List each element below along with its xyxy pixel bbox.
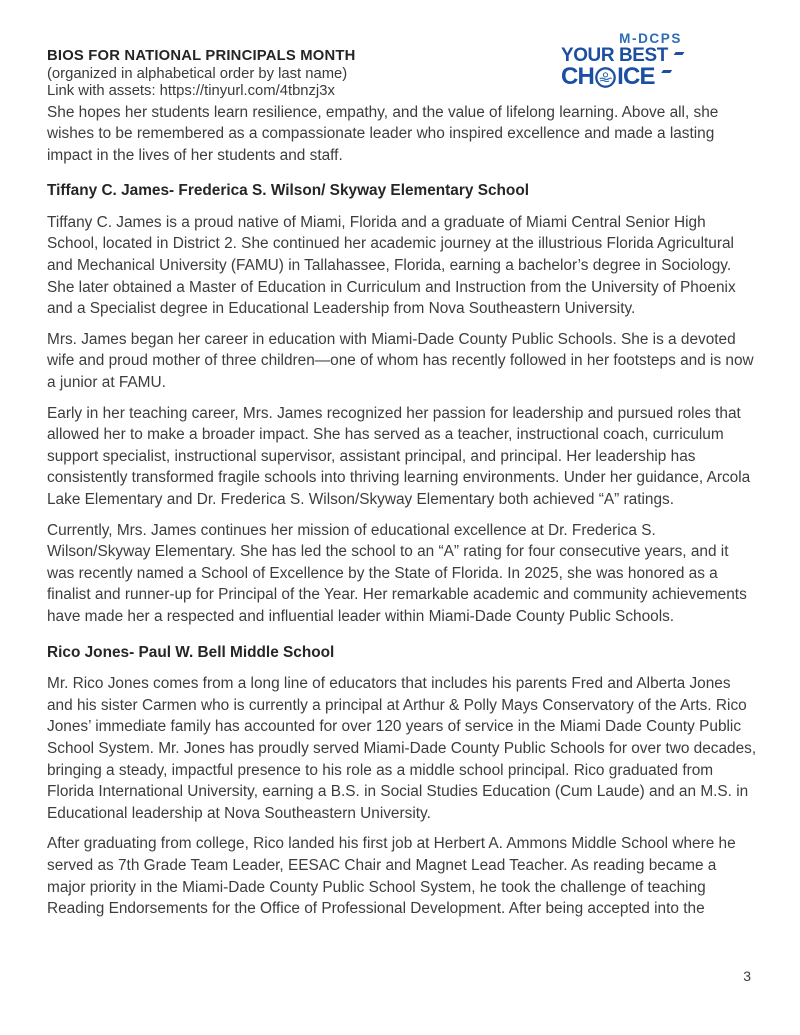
- paragraph-james-current: Currently, Mrs. James continues her mission of educational excellence at Dr. Frederica S. Wilson/Skyway Elementary. She has led the school to an “A” rating for four consecutive years, and it was recently named a School of Excellence by the State of Florida. In 2025, she was honored as a finalist and runner-up for Principal of the Year. Her remarkable academic and community achievements have made her a respected and influential leader within Miami-Dade County Public Schools.: [47, 521, 747, 625]
- paragraph-jones-career: After graduating from college, Rico landed his first job at Herbert A. Ammons Middle School where he served as 7th Grade Team Leader, EESAC Chair and Magnet Lead Teacher. As reading became a major priority in the Miami-Dade County Public School System, he took the challenge of teaching Reading Endorsements for the Office of Professional Development. After being accepted into the: [47, 835, 736, 918]
- logo-choice-text: CH ICE: [561, 65, 687, 89]
- document-title: BIOS FOR NATIONAL PRINCIPALS MONTH: [47, 48, 356, 64]
- paragraph-james-background: Tiffany C. James is a proud native of Miami, Florida and a graduate of Miami Central Senior High School, located in District 2. She continued her academic journey at the illustrious Florida Agricultural and Mechanical University (FAMU) in Tallahassee, Florida, earning a bachelor’s degree in Sociology. She later obtained a Master of Education in Curriculum and Instruction from the University of Phoenix and a Specialist degree in Educational Leadership from Nova Southeastern University.: [47, 213, 736, 318]
- logo-mdcps-text: M-DCPS: [619, 31, 682, 46]
- paragraph-james-career: Mrs. James began her career in education with Miami-Dade County Public Schools. She is a devoted wife and proud mother of three children—one of whom has recently followed in her footsteps and is now a junior at FAMU.: [47, 330, 754, 392]
- assets-link-line: Link with assets: https://tinyurl.com/4tbnzj3x: [47, 83, 335, 99]
- logo-your-best-text: YOUR BEST: [561, 46, 683, 65]
- paragraph-james-leadership: Early in her teaching career, Mrs. James recognized her passion for leadership and pursued roles that allowed her to make a broader impact. She has served as a teacher, instructional coach, curriculum support specialist, instructional supervisor, assistant principal, and principal. Her leadership has consistently transformed fragile schools into thriving learning environments. Under her guidance, Arcola Lake Elementary and Dr. Frederica S. Wilson/Skyway Elementary both achieved “A” ratings.: [47, 404, 751, 508]
- paragraph-jones-background: Mr. Rico Jones comes from a long line of educators that includes his parents Fred and Alberta Jones and his sister Carmen who is currently a principal at Arthur & Polly Mays Conservatory of the Arts. Rico Jones’ immediate family has accounted for over 120 years of service in the Miami Dade County Public School System. Mr. Jones has proudly served Miami-Dade County Public Schools for over two decades, bringing a steady, impactful presence to his role as a middle school principal. Rico graduated from Florida International University, earning a B.S. in Social Studies Education (Cum Laude) and an M.S. in Educational leadership at Nova Southeastern University.: [47, 675, 757, 822]
- paragraph-continuation: She hopes her students learn resilience, empathy, and the value of lifelong learning. Above all, she wishes to be remembered as a compassionate leader who inspired excellence and made a lasting impact in the lives of her students and staff.: [47, 103, 719, 164]
- document-content: [47, 48, 759, 929]
- page-number: 3: [743, 968, 751, 984]
- section-heading-tiffany-james: Tiffany C. James- Frederica S. Wilson/ Skyway Elementary School: [47, 182, 529, 200]
- section-heading-rico-jones: Rico Jones- Paul W. Bell Middle School: [47, 643, 335, 661]
- document-subtitle: (organized in alphabetical order by last name): [47, 65, 348, 82]
